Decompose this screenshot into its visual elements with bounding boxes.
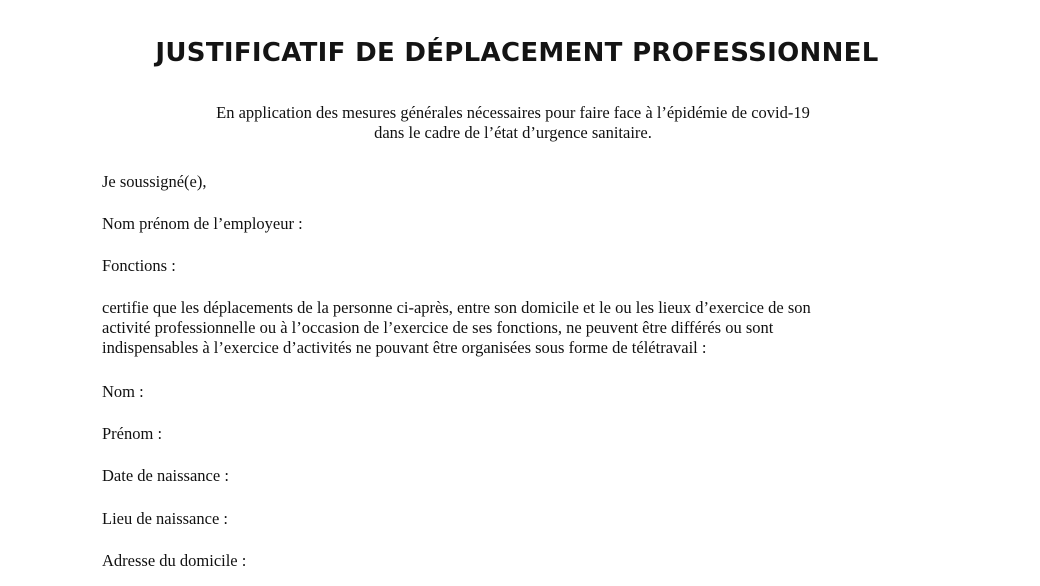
document-subtitle	[0, 103, 1026, 143]
subtitle-line: dans le cadre de l’état d’urgence sanitaire.	[374, 123, 652, 142]
document-title: JUSTIFICATIF DE DÉPLACEMENT PROFESSIONNEL	[155, 38, 879, 68]
certification-line: activité professionnelle ou à l’occasion de l’exercice de ses fonctions, ne peuvent être différés ou sont	[102, 318, 774, 337]
certification-paragraph	[102, 298, 922, 358]
salutation-text: Je soussigné(e),	[102, 172, 207, 191]
birth-place-label: Lieu de naissance :	[102, 509, 228, 528]
certification-line: indispensables à l’exercice d’activités ne pouvant être organisées sous forme de télétravail :	[102, 338, 707, 357]
home-address-label: Adresse du domicile :	[102, 551, 247, 570]
employer-name-label: Nom prénom de l’employeur :	[102, 214, 303, 233]
first-name-label: Prénom :	[102, 424, 163, 443]
birth-date-label: Date de naissance :	[102, 466, 229, 485]
certification-line: certifie que les déplacements de la personne ci-après, entre son domicile et le ou les lieux d’exercice de son	[102, 298, 811, 317]
last-name-label: Nom :	[102, 382, 144, 401]
functions-label: Fonctions :	[102, 256, 176, 275]
subtitle-line: En application des mesures générales nécessaires pour faire face à l’épidémie de covid-19	[216, 103, 810, 122]
